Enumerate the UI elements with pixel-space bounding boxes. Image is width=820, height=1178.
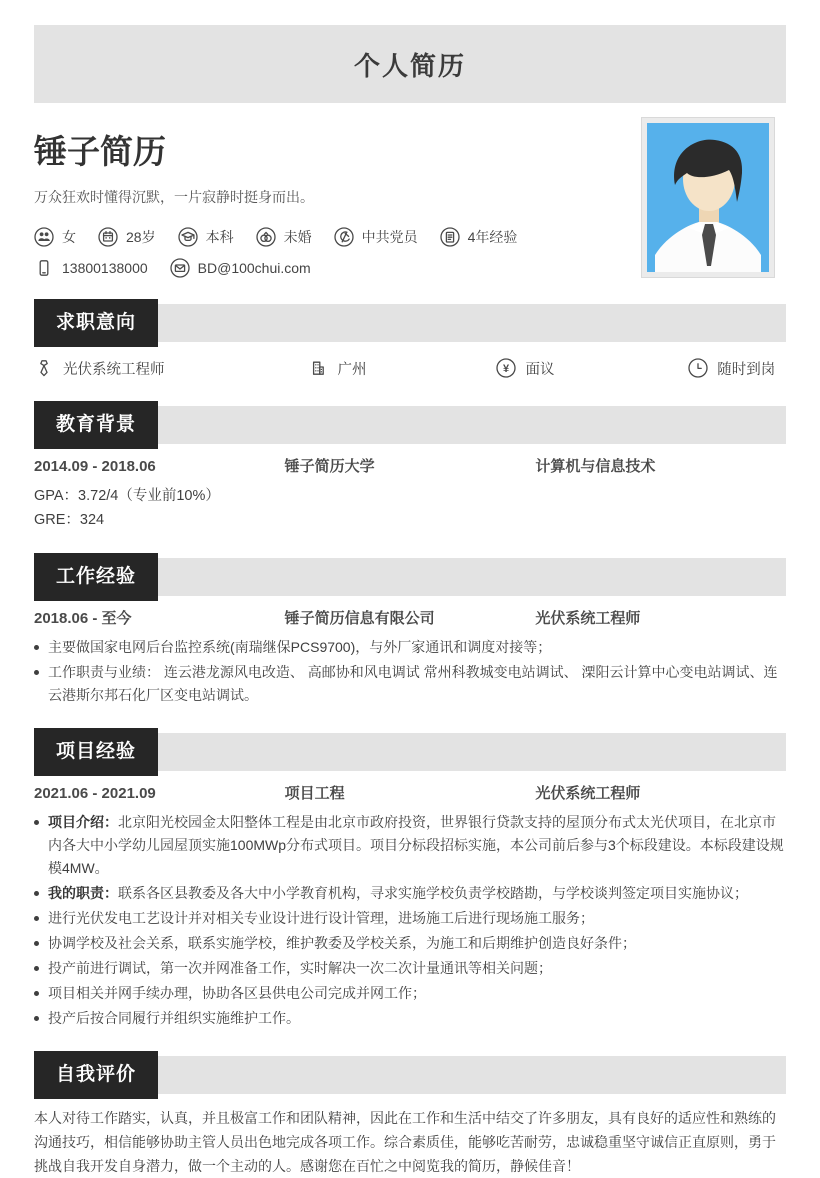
section-title-job-intent: 求职意向 [34, 299, 158, 347]
bullet-body: 项目相关并网手续办理，协助各区县供电公司完成并网工作； [48, 985, 426, 1001]
clock-icon [688, 358, 708, 378]
bullet-dot-icon [34, 991, 39, 996]
project-bullet-text [48, 957, 552, 980]
section-bar-education [34, 406, 786, 444]
email-field [170, 258, 311, 278]
page-title: 个人简历 [353, 50, 466, 81]
project-bullet-text [48, 932, 636, 955]
phone-label: 13800138000 [62, 260, 148, 276]
age-field [98, 227, 156, 247]
intent-position [34, 356, 308, 380]
intent-availability-label: 随时到岗 [717, 361, 776, 378]
project-bullet-text [48, 811, 786, 880]
list-item [34, 957, 786, 980]
intent-position-label: 光伏系统工程师 [63, 361, 165, 378]
experience-icon [440, 227, 460, 247]
bullet-body: 投产后按合同履行并组织实施维护工作。 [48, 1010, 300, 1026]
gender-icon [34, 227, 54, 247]
project-row [34, 783, 786, 805]
bullet-dot-icon [34, 820, 39, 825]
email-label: BD@100chui.com [197, 260, 311, 276]
bullet-body: 投产前进行调试，第一次并网准备工作，实时解决一次二次计量通讯等相关问题； [48, 960, 552, 976]
bullet-body: 协调学校及社会关系，联系实施学校，维护教委及学校关系，为施工和后期维护创造良好条件； [48, 935, 636, 951]
bullet-dot-icon [34, 941, 39, 946]
party-icon [334, 227, 354, 247]
candidate-tagline: 万众狂欢时懂得沉默，一片寂静时挺身而出。 [34, 189, 314, 205]
candidate-name: 锤子简历 [34, 133, 166, 170]
intent-city [308, 356, 496, 380]
gender-label: 女 [62, 229, 76, 245]
marital-field [256, 227, 312, 247]
list-item [34, 932, 786, 955]
education-details [34, 484, 786, 532]
intent-salary [496, 356, 688, 380]
party-label: 中共党员 [361, 229, 418, 245]
education-label: 本科 [205, 229, 234, 245]
marital-label: 未婚 [283, 229, 312, 245]
bullet-dot-icon [34, 891, 39, 896]
work-company: 锤子简历信息有限公司 [284, 610, 435, 627]
project-bullets [34, 811, 786, 1030]
project-bullet-text [48, 1007, 300, 1030]
intent-city-label: 广州 [337, 361, 367, 378]
list-item [34, 882, 786, 905]
bullet-body: 北京阳光校园金太阳整体工程是由北京市政府投资，世界银行贷款支持的屋顶分布式太光伏项目，在北京市内各大中小学幼儿园屋顶实施100MWp分布式项目。项目分标段招标实施，本公司前后参与3个标段建设。本标段建设规模4MW。 [48, 814, 784, 876]
age-label: 28岁 [126, 229, 156, 245]
profile-fields [34, 227, 634, 278]
section-bar-project [34, 733, 786, 771]
experience-field [440, 227, 518, 247]
project-bullet-text [48, 982, 426, 1005]
list-item [34, 636, 786, 659]
email-icon [170, 258, 190, 278]
salary-icon [496, 358, 516, 378]
profile-photo [642, 118, 774, 277]
education-school: 锤子简历大学 [284, 458, 375, 475]
list-item [34, 661, 786, 707]
yuan-glyph: ¥ [503, 363, 510, 375]
work-role: 光伏系统工程师 [535, 610, 641, 627]
section-title-self-evaluation: 自我评价 [34, 1051, 158, 1099]
building-icon [308, 358, 328, 378]
project-bullet-text [48, 907, 594, 930]
bullet-lead: 我的职责： [48, 885, 118, 901]
tie-icon [34, 358, 54, 378]
section-bar-self-evaluation [34, 1056, 786, 1094]
work-period: 2018.06 - 至今 [34, 610, 132, 627]
gpa-line: GPA：3.72/4（专业前10%） [34, 488, 220, 504]
section-title-project: 项目经验 [34, 728, 158, 776]
intent-salary-label: 面议 [525, 361, 555, 378]
phone-field [34, 258, 148, 278]
work-bullets [34, 636, 786, 707]
list-item [34, 982, 786, 1005]
age-icon [98, 227, 118, 247]
list-item [34, 907, 786, 930]
work-bullet-text: 工作职责与业绩： 连云港龙源风电改造、 高邮协和风电调试 常州科教城变电站调试、 溧阳云计算中心变电站调试、连云港斯尔邦石化厂区变电站调试。 [48, 664, 778, 703]
marital-icon [256, 227, 276, 247]
education-period: 2014.09 - 2018.06 [34, 458, 156, 475]
party-field [334, 227, 418, 247]
project-role: 光伏系统工程师 [535, 785, 641, 802]
section-bar-job-intent [34, 304, 786, 342]
section-title-education: 教育背景 [34, 401, 158, 449]
gender-field [34, 227, 76, 247]
bullet-dot-icon [34, 645, 39, 650]
education-row [34, 456, 786, 478]
section-bar-work [34, 558, 786, 596]
bullet-dot-icon [34, 670, 39, 675]
project-name: 项目工程 [284, 785, 345, 802]
work-row [34, 608, 786, 630]
bullet-lead: 项目介绍： [48, 814, 118, 830]
bullet-dot-icon [34, 916, 39, 921]
project-period: 2021.06 - 2021.09 [34, 785, 156, 802]
self-evaluation-text: 本人对待工作踏实，认真，并且极富工作和团队精神，因此在工作和生活中结交了许多朋友，具有良好的适应性和熟练的沟通技巧，相信能够协助主管人员出色地完成各项工作。综合素质佳，能够吃苦耐劳，忠诚稳重坚守诚信正直原则，勇于挑战自我开发自身潜力，做一个主动的人。感谢您在百忙之中阅览我的简历，静候佳音！ [34, 1110, 776, 1174]
work-bullet-text: 主要做国家电网后台监控系统(南瑞继保PCS9700)，与外厂家通讯和调度对接等； [48, 639, 552, 655]
bullet-body: 进行光伏发电工艺设计并对相关专业设计进行设计管理，进场施工后进行现场施工服务； [48, 910, 594, 926]
list-item [34, 811, 786, 880]
education-field [178, 227, 234, 247]
section-title-work: 工作经验 [34, 553, 158, 601]
bullet-body: 联系各区县教委及各大中小学教育机构，寻求实施学校负责学校踏勘，与学校谈判签定项目实施协议； [118, 885, 748, 901]
education-major: 计算机与信息技术 [535, 458, 656, 475]
title-banner [34, 25, 786, 103]
education-icon [178, 227, 198, 247]
phone-icon [34, 258, 54, 278]
list-item [34, 1007, 786, 1030]
bullet-dot-icon [34, 1016, 39, 1021]
job-intent-row [34, 356, 786, 380]
project-bullet-text [48, 882, 748, 905]
gre-line: GRE：324 [34, 512, 105, 528]
intent-availability [688, 356, 786, 380]
experience-label: 4年经验 [467, 229, 518, 245]
bullet-dot-icon [34, 966, 39, 971]
avatar [647, 123, 769, 272]
